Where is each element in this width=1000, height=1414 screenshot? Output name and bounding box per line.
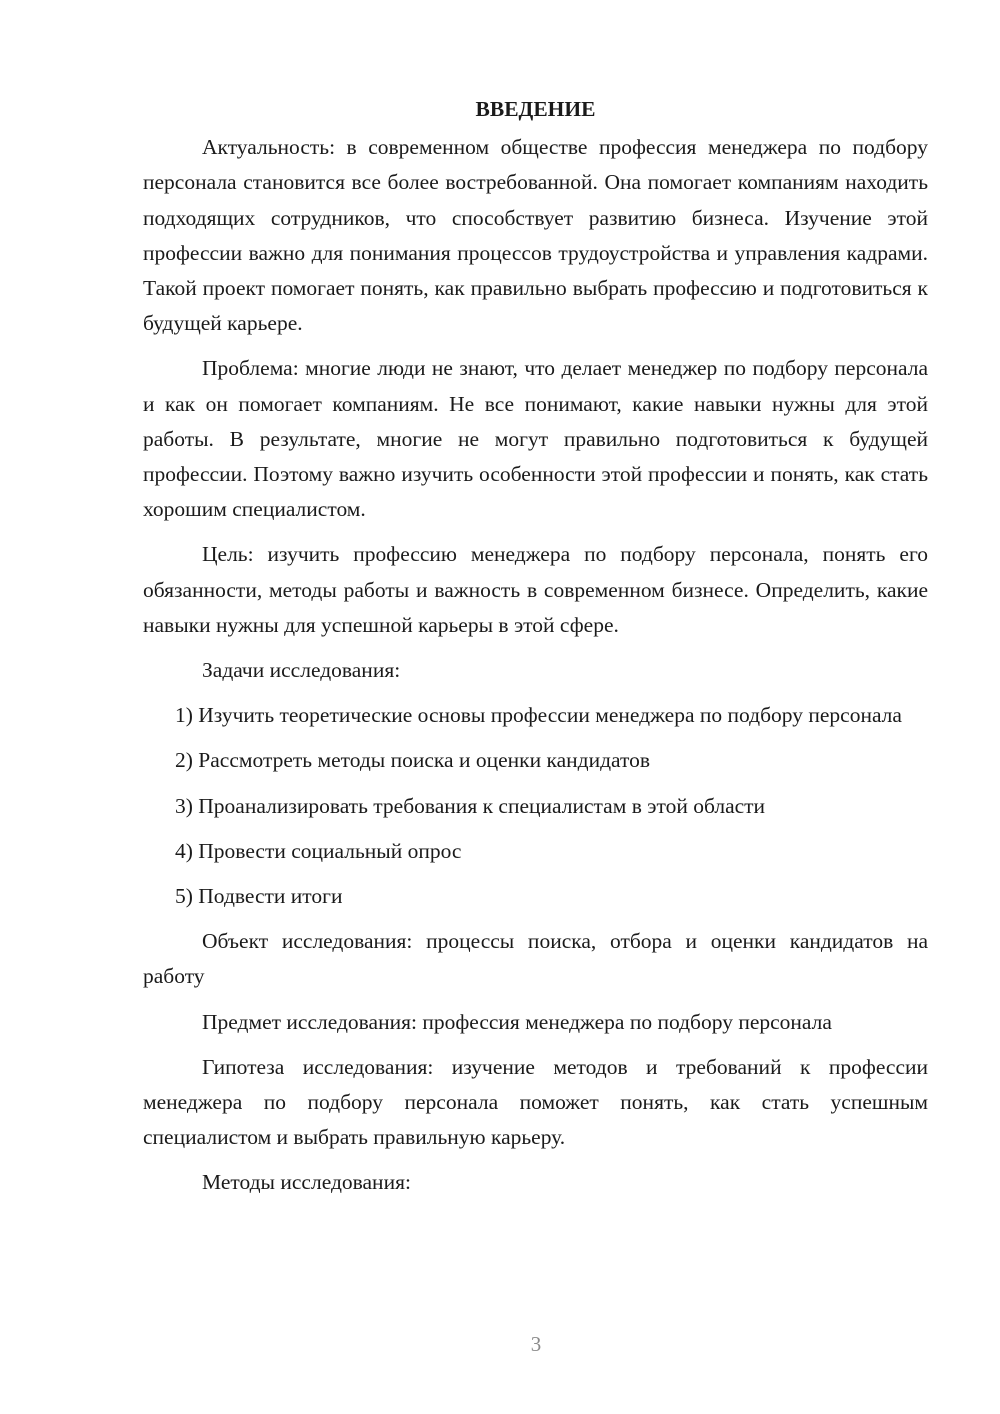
- problem-paragraph: Проблема: многие люди не знают, что делает менеджер по подбору персонала и как он помогает компаниям. Не все понимают, какие навыки нужны для этой работы. В результате, многие не могут правильно подготовиться к будущей профессии. Поэтому важно изучить особенности этой профессии и понять, как стать хорошим специалистом.: [143, 356, 928, 522]
- relevance-paragraph: Актуальность: в современном обществе профессия менеджера по подбору персонала становится все более востребованной. Она помогает компаниям находить подходящих сотрудников, что способствует развитию бизнеса. Изучение этой профессии важно для понимания процессов трудоустройства и управления кадрами. Такой проект помогает понять, как правильно выбрать профессию и подготовиться к будущей карьере.: [143, 135, 928, 336]
- hypothesis-paragraph: Гипотеза исследования: изучение методов и требований к профессии менеджера по подбору персонала поможет понять, как стать успешным специалистом и выбрать правильную карьеру.: [143, 1054, 928, 1150]
- task-item-1: 1) Изучить теоретические основы профессии менеджера по подбору персонала: [175, 703, 902, 728]
- page-number: 3: [530, 1332, 542, 1356]
- subject-paragraph: Предмет исследования: профессия менеджера по подбору персонала: [202, 1009, 832, 1034]
- task-item-4: 4) Провести социальный опрос: [175, 838, 462, 863]
- goal-paragraph: Цель: изучить профессию менеджера по подбору персонала, понять его обязанности, методы работы и важность в современном бизнесе. Определить, какие навыки нужны для успешной карьеры в этой сфере.: [143, 542, 928, 637]
- task-item-5: 5) Подвести итоги: [175, 884, 343, 909]
- tasks-heading: Задачи исследования:: [202, 658, 401, 683]
- task-item-2: 2) Рассмотреть методы поиска и оценки кандидатов: [175, 748, 651, 773]
- section-title: ВВЕДЕНИЕ: [475, 97, 596, 121]
- page-content: [143, 92, 928, 1211]
- object-paragraph: Объект исследования: процессы поиска, отбора и оценки кандидатов на работу: [143, 929, 928, 989]
- task-item-3: 3) Проанализировать требования к специалистам в этой области: [175, 793, 766, 818]
- methods-heading: Методы исследования:: [202, 1170, 411, 1195]
